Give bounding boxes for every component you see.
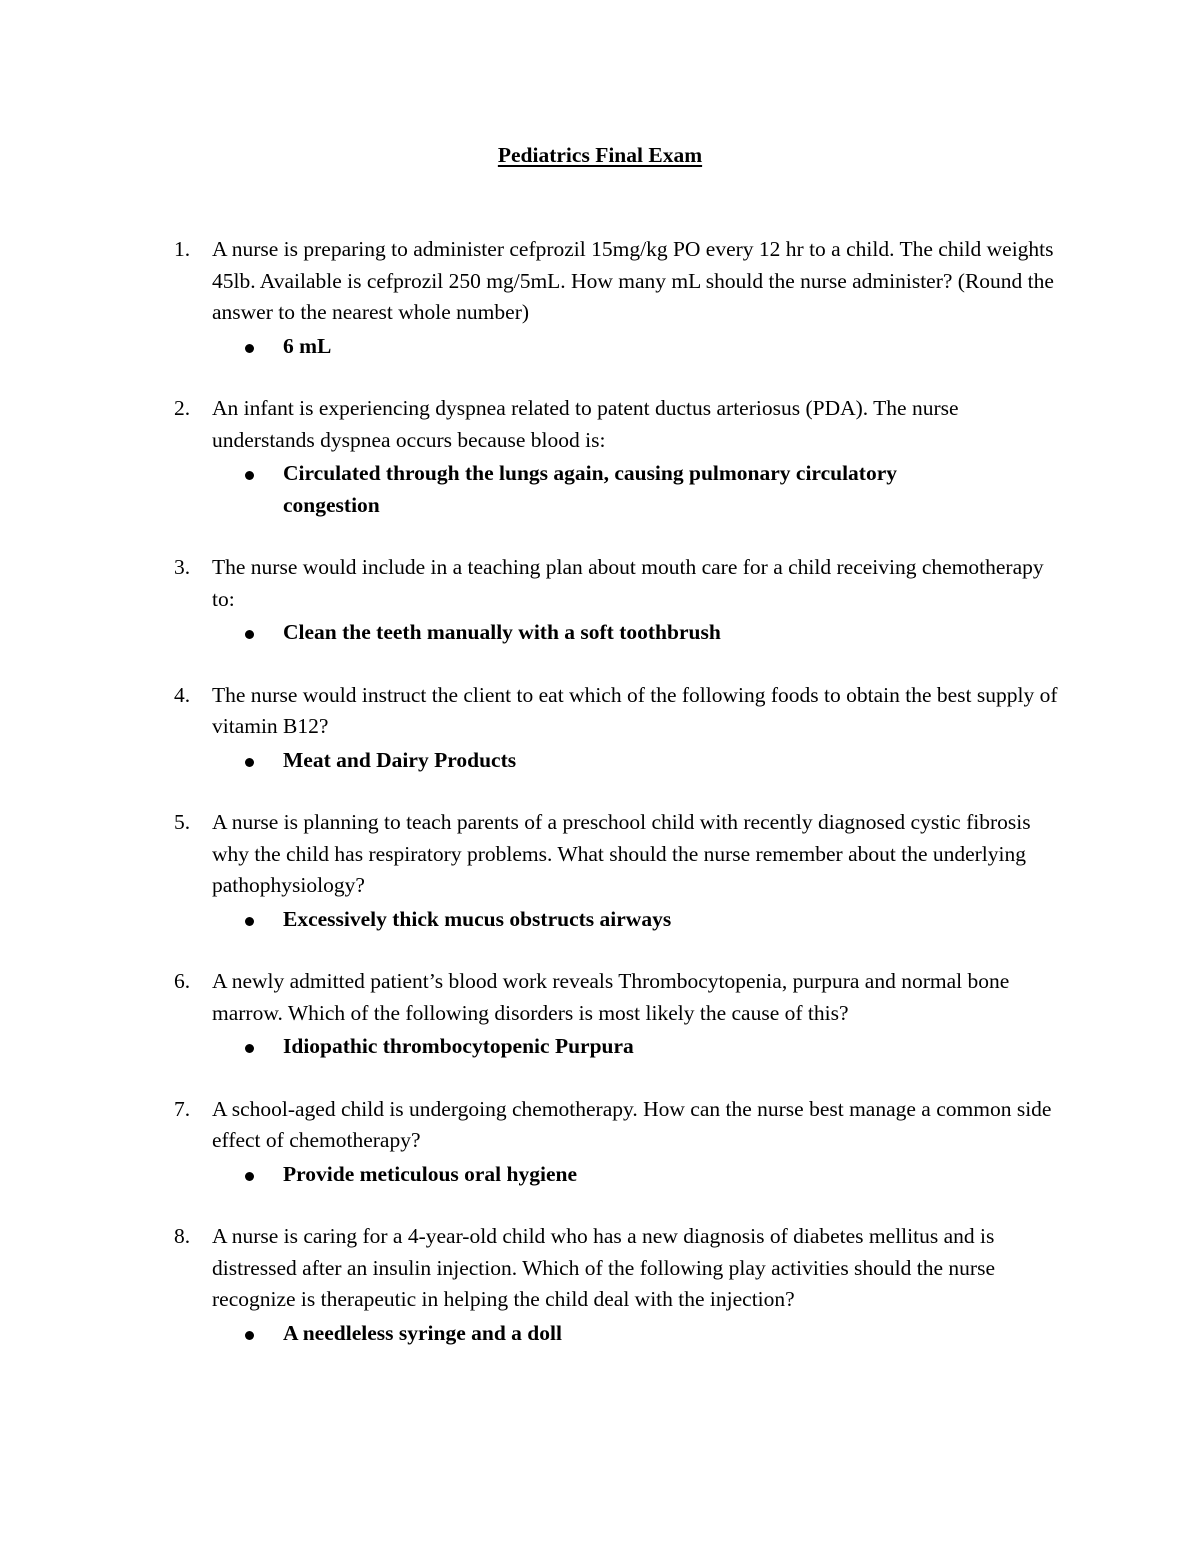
answer-text: Idiopathic thrombocytopenic Purpura <box>283 1034 634 1058</box>
question-item <box>0 1094 1200 1191</box>
answer-item <box>0 1031 1200 1063</box>
question-number: 6. <box>174 969 191 993</box>
question-text: An infant is experiencing dyspnea related to patent ductus arteriosus (PDA). The nurse understands dyspnea occurs because blood is: <box>212 396 959 452</box>
question-number: 3. <box>174 555 191 579</box>
question-item <box>0 807 1200 935</box>
question-number: 7. <box>174 1096 191 1121</box>
question-text: The nurse would include in a teaching plan about mouth care for a child receiving chemotherapy to: <box>212 555 1044 611</box>
answer-text: Provide meticulous oral hygiene <box>283 1161 578 1186</box>
question-text: A nurse is preparing to administer cefprozil 15mg/kg PO every 12 hr to a child. The child weights 45lb. Available is cefprozil 250 mg/5mL. How many mL should the nurse administer? (Round the answer to the nearest whole number) <box>212 237 1054 324</box>
answer-item <box>0 745 1200 777</box>
bullet-icon <box>245 471 254 480</box>
answer-item <box>0 904 1200 936</box>
question-number: 2. <box>174 396 191 420</box>
page-title: Pediatrics Final Exam <box>497 143 703 167</box>
answer-text: A needleless syringe and a doll <box>283 1320 562 1345</box>
answer-text: Excessively thick mucus obstructs airways <box>283 906 672 931</box>
question-list <box>0 234 1200 1380</box>
answer-item <box>0 617 1200 649</box>
answer-item <box>0 458 1200 521</box>
bullet-icon <box>245 1172 254 1181</box>
bullet-icon <box>245 1331 254 1340</box>
question-text: A newly admitted patient’s blood work reveals Thrombocytopenia, purpura and normal bone marrow. Which of the following disorders is most likely the cause of this? <box>212 969 1010 1025</box>
question-item <box>0 234 1200 362</box>
question-item <box>0 552 1200 649</box>
bullet-icon <box>245 1044 254 1053</box>
question-item <box>0 1221 1200 1349</box>
answer-item <box>0 331 1200 363</box>
question-number: 8. <box>174 1224 191 1248</box>
question-text: The nurse would instruct the client to eat which of the following foods to obtain the best supply of vitamin B12? <box>212 682 1058 738</box>
question-number: 5. <box>174 810 191 834</box>
answer-text: Meat and Dairy Products <box>283 747 517 772</box>
question-item <box>0 680 1200 777</box>
question-item <box>0 966 1200 1063</box>
question-text: A nurse is caring for a 4-year-old child who has a new diagnosis of diabetes mellitus and is distressed after an insulin injection. Which of the following play activities should the nurse recognize is therapeutic in helping the child deal with the injection? <box>212 1224 995 1311</box>
question-number: 4. <box>174 682 191 707</box>
question-number: 1. <box>174 237 191 261</box>
bullet-icon <box>245 917 254 926</box>
bullet-icon <box>245 630 254 639</box>
answer-text: 6 mL <box>283 333 332 358</box>
answer-item <box>0 1159 1200 1191</box>
answer-text: Circulated through the lungs again, causing pulmonary circulatory congestion <box>283 461 898 517</box>
answer-item <box>0 1318 1200 1350</box>
question-text: A nurse is planning to teach parents of a preschool child with recently diagnosed cystic fibrosis why the child has respiratory problems. What should the nurse remember about the underlying pathophysiology? <box>212 810 1031 897</box>
answer-text: Clean the teeth manually with a soft toothbrush <box>283 620 721 644</box>
question-text: A school-aged child is undergoing chemotherapy. How can the nurse best manage a common side effect of chemotherapy? <box>212 1096 1052 1152</box>
bullet-icon <box>245 344 254 353</box>
bullet-icon <box>245 758 254 767</box>
question-item <box>0 393 1200 521</box>
